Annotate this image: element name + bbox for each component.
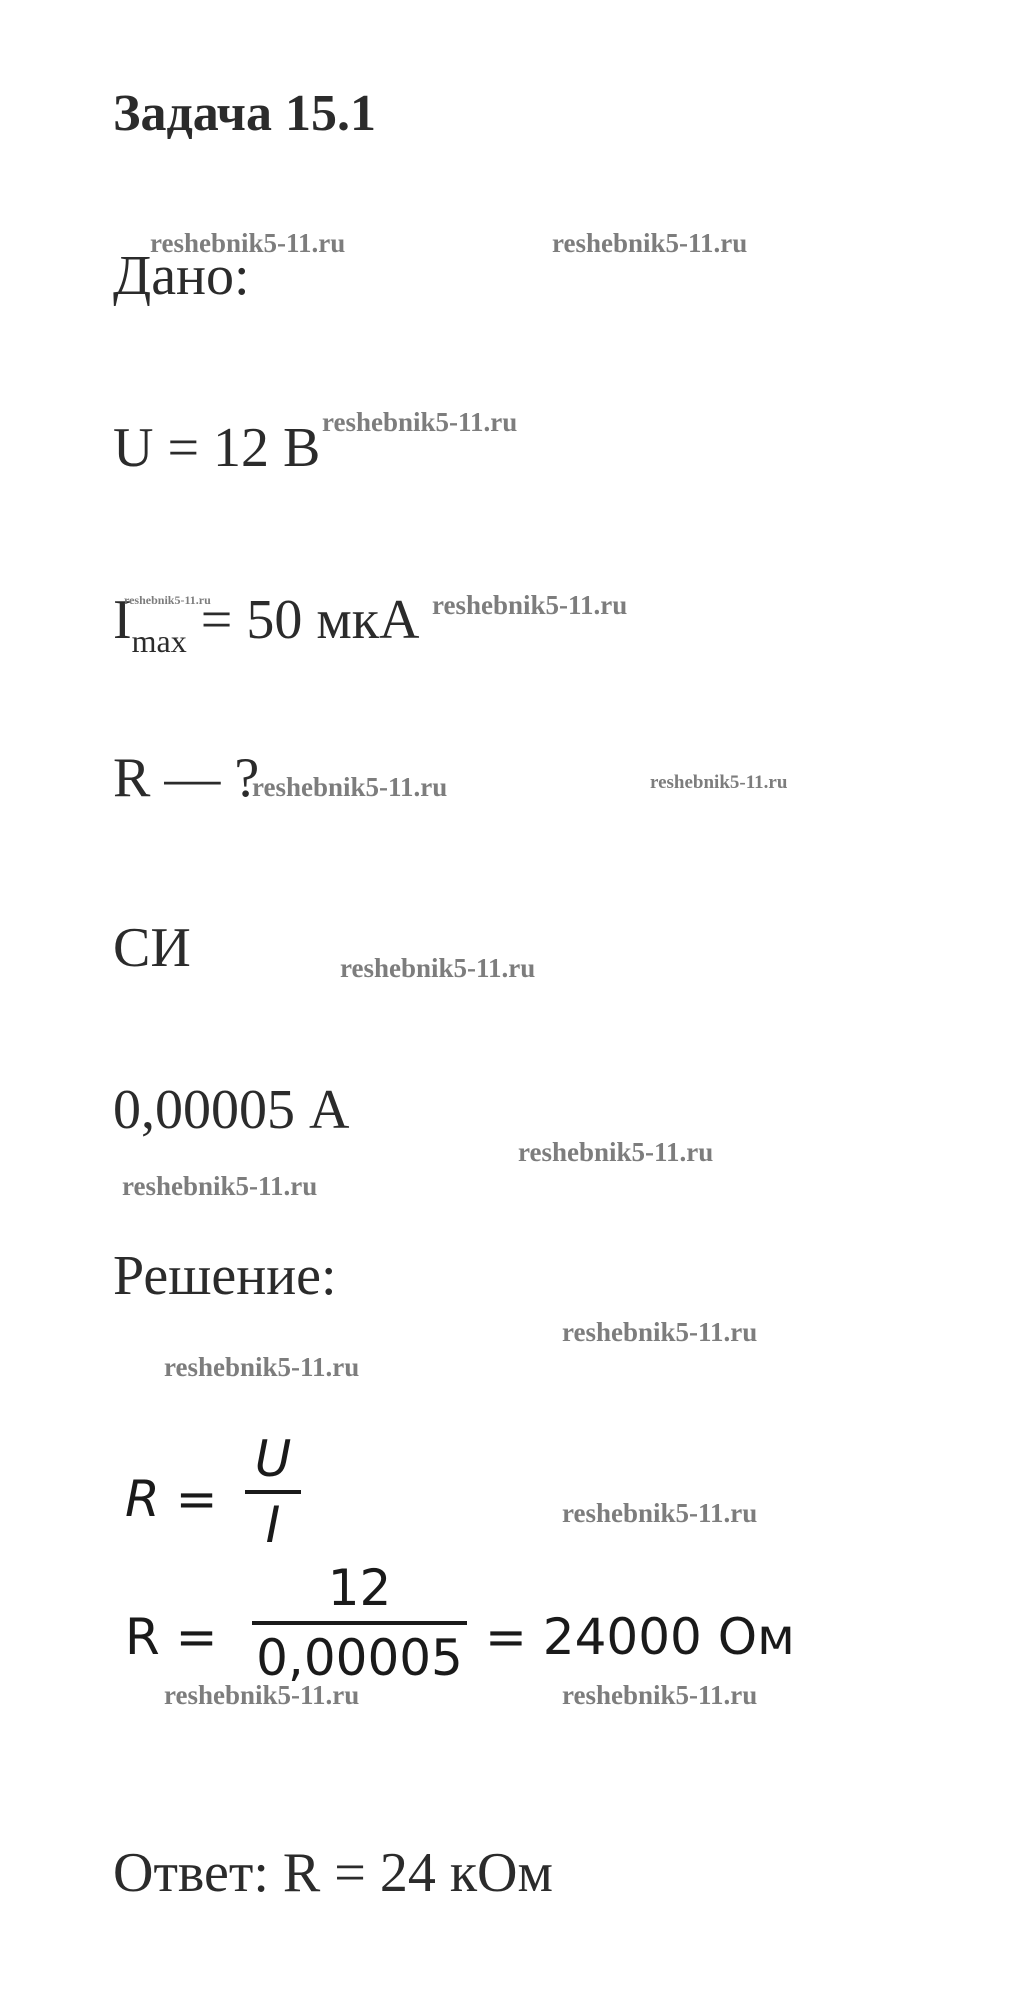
- formula2-lhs: R =: [125, 1608, 218, 1666]
- answer: Ответ: R = 24 кОм: [113, 1842, 553, 1904]
- fraction-bar: [245, 1490, 301, 1494]
- watermark: reshebnik5-11.ru: [432, 590, 628, 620]
- watermark: reshebnik5-11.ru: [562, 1317, 758, 1347]
- si-label: СИ: [113, 917, 191, 979]
- formula1-lhs: R =: [125, 1470, 218, 1528]
- watermark: reshebnik5-11.ru: [124, 593, 211, 607]
- watermark: reshebnik5-11.ru: [552, 228, 748, 258]
- si-value: 0,00005 А: [113, 1079, 350, 1141]
- watermark: reshebnik5-11.ru: [164, 1352, 360, 1382]
- watermark: reshebnik5-11.ru: [164, 1680, 360, 1710]
- formula2-numerator: 12: [327, 1559, 392, 1617]
- watermark: reshebnik5-11.ru: [150, 228, 346, 258]
- watermark: reshebnik5-11.ru: [650, 772, 788, 793]
- current-subscript: max: [131, 623, 187, 659]
- formula2-result: = 24000 Ом: [485, 1608, 795, 1666]
- given-label: Дано:: [113, 245, 250, 307]
- current-symbol: I: [113, 589, 132, 651]
- watermark: reshebnik5-11.ru: [252, 772, 448, 802]
- watermark: reshebnik5-11.ru: [562, 1680, 758, 1710]
- formula1-fraction: [245, 1430, 301, 1554]
- formula2-fraction: [252, 1558, 467, 1688]
- formula1-numerator: U: [254, 1430, 292, 1488]
- watermark: reshebnik5-11.ru: [562, 1498, 758, 1528]
- unknown-resistance: R — ?: [113, 747, 260, 809]
- current-value: = 50 мкА: [186, 589, 420, 651]
- solution-label: Решение:: [113, 1245, 337, 1307]
- problem-title: Задача 15.1: [113, 85, 376, 142]
- given-voltage: U = 12 В: [113, 417, 321, 479]
- watermark: reshebnik5-11.ru: [322, 407, 518, 437]
- formula1-denominator: I: [265, 1496, 281, 1554]
- watermark: reshebnik5-11.ru: [518, 1137, 714, 1167]
- fraction-bar: [252, 1621, 467, 1625]
- watermark: reshebnik5-11.ru: [122, 1171, 318, 1201]
- formula2-denominator: 0,00005: [256, 1629, 463, 1687]
- watermark: reshebnik5-11.ru: [340, 953, 536, 983]
